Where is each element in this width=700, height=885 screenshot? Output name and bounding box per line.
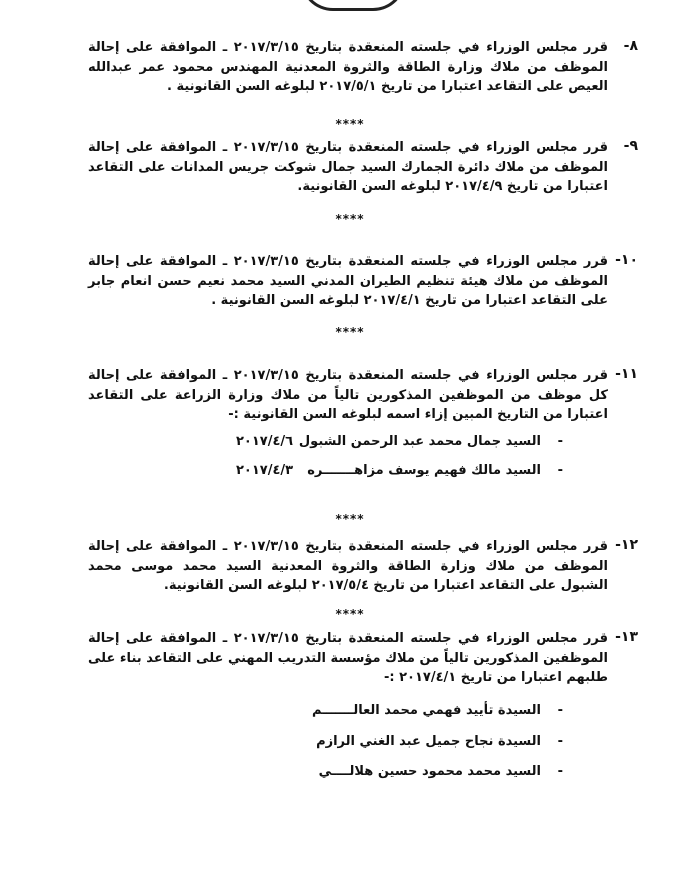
list-dash: - [557, 463, 563, 478]
item-text-12: قرر مجلس الوزراء في جلسته المنعقدة بتاريخ ٢٠١٧/٣/١٥ ـ الموافقة على إحالة الموظف من ملاك وزارة الطاقة والثروة المعدنية السيد محمد موسى محمد الشبول على التقاعد اعتبارا من تاريخ ٢٠١٧/٥/٤ لبلوغه السن القانونية. [88, 539, 608, 593]
item-text-13: قرر مجلس الوزراء في جلسته المنعقدة بتاريخ ٢٠١٧/٣/١٥ ـ الموافقة على إحالة الموظفين المذكورين تالياً من ملاك مؤسسة التدريب المهني على التقاعد بناء على طلبهم اعتبارا من تاريخ ٢٠١٧/٤/١ :- [88, 631, 608, 685]
item-number-12: ١٢- [615, 537, 638, 553]
item-number-8: ٨- [623, 38, 638, 54]
list-item [307, 463, 563, 478]
emblem-seal [300, 0, 406, 11]
item-number-10: ١٠- [615, 252, 638, 268]
separator-5: **** [335, 607, 365, 621]
person-name: السيدة تأييد فهمي محمد العالـــــــم [312, 703, 541, 718]
list-item [299, 434, 563, 449]
item-number-13: ١٣- [615, 629, 638, 645]
person-name: السيدة نجاح جميل عبد الغني الرازم [316, 734, 541, 749]
item-number-11: ١١- [615, 366, 638, 382]
separator-1: **** [335, 117, 365, 131]
list-dash: - [557, 434, 563, 449]
list-item [316, 734, 563, 749]
person-name: السيد محمد محمود حسين هلالــــي [318, 764, 541, 779]
list-dash: - [557, 703, 563, 718]
item-text-11: قرر مجلس الوزراء في جلسته المنعقدة بتاريخ ٢٠١٧/٣/١٥ ـ الموافقة على إحالة كل موظف من الموظفين المذكورين تالياً من ملاك وزارة الزراعة على التقاعد اعتبارا من التاريخ المبين إزاء اسمه لبلوغه السن القانونية :- [88, 368, 608, 422]
list-item [312, 703, 563, 718]
person-name: السيد مالك فهيم يوسف مزاهـــــــره [307, 463, 541, 478]
item-text-8: قرر مجلس الوزراء في جلسته المنعقدة بتاريخ ٢٠١٧/٣/١٥ ـ الموافقة على إحالة الموظف من ملاك وزارة الطاقة والثروة المعدنية المهندس محمود عمر عبدالله العيص على التقاعد اعتبارا من تاريخ ٢٠١٧/٥/١ لبلوغه السن القانونية . [88, 40, 608, 94]
separator-2: **** [335, 212, 365, 226]
separator-4: **** [335, 512, 365, 526]
retirement-date: ٢٠١٧/٤/٦ [236, 434, 294, 449]
item-number-9: ٩- [623, 138, 638, 154]
retirement-date: ٢٠١٧/٤/٣ [236, 463, 294, 478]
list-dash: - [557, 764, 563, 779]
item-text-10: قرر مجلس الوزراء في جلسته المنعقدة بتاريخ ٢٠١٧/٣/١٥ ـ الموافقة على إحالة الموظف من ملاك هيئة تنظيم الطيران المدني السيد محمد نعيم حسن انعام جابر على التقاعد اعتبارا من تاريخ ٢٠١٧/٤/١ لبلوغه السن القانونية . [88, 254, 608, 308]
list-item [319, 764, 563, 779]
list-dash: - [557, 734, 563, 749]
person-name: السيد جمال محمد عبد الرحمن الشبول [298, 434, 541, 449]
separator-3: **** [335, 325, 365, 339]
item-text-9: قرر مجلس الوزراء في جلسته المنعقدة بتاريخ ٢٠١٧/٣/١٥ ـ الموافقة على إحالة الموظف من ملاك دائرة الجمارك السيد جمال شوكت جريس المدانات على التقاعد اعتبارا من تاريخ ٢٠١٧/٤/٩ لبلوغه السن القانونية. [88, 140, 608, 194]
